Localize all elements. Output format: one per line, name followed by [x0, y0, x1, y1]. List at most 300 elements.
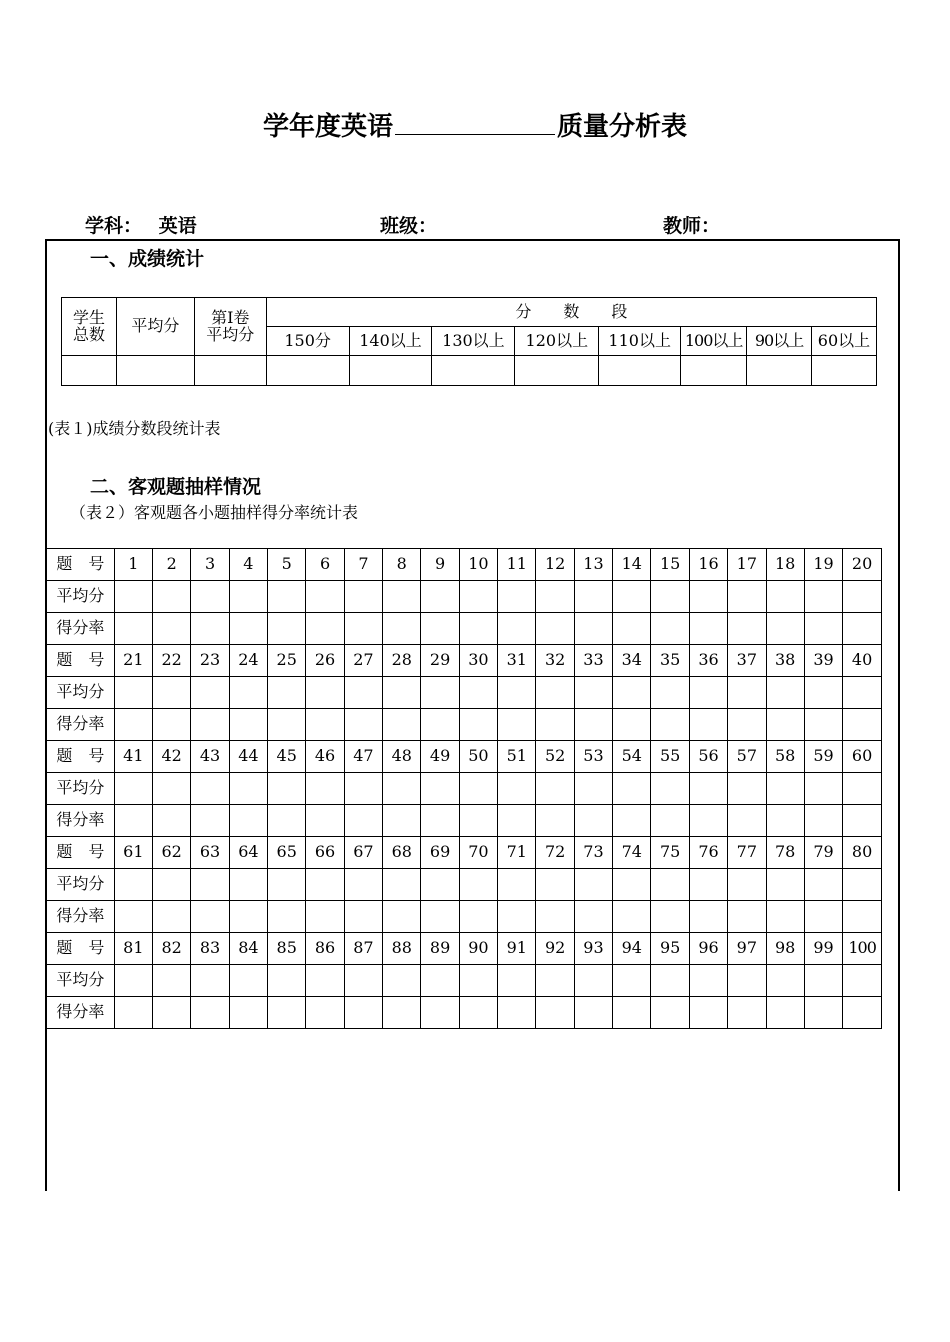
question-number-cell: 27 — [344, 645, 382, 677]
rate-input-cell[interactable] — [421, 613, 459, 645]
students-header: 学生 总数 — [62, 298, 117, 356]
band-header: 130以上 — [432, 327, 515, 356]
avg-input-cell[interactable] — [804, 581, 842, 613]
avg-input-cell[interactable] — [536, 773, 574, 805]
rate-input-cell[interactable] — [651, 613, 689, 645]
rate-input-cell[interactable] — [804, 613, 842, 645]
avg-input-cell[interactable] — [613, 581, 651, 613]
rate-input-cell[interactable] — [843, 613, 882, 645]
rate-input-cell[interactable] — [843, 709, 882, 741]
rate-input-cell[interactable] — [383, 805, 421, 837]
avg-input-cell[interactable] — [344, 965, 382, 997]
rate-input-cell[interactable] — [191, 997, 229, 1029]
question-number-cell: 16 — [689, 549, 727, 581]
avg-input-cell[interactable] — [191, 869, 229, 901]
avg-input-cell[interactable] — [268, 581, 306, 613]
question-number-cell: 61 — [114, 837, 152, 869]
question-number-cell: 80 — [843, 837, 882, 869]
class-label: 班级： — [380, 215, 438, 237]
avg-input-cell[interactable] — [613, 677, 651, 709]
rate-input-cell[interactable] — [574, 997, 612, 1029]
avg-input-cell[interactable] — [574, 965, 612, 997]
rate-input-cell[interactable] — [421, 709, 459, 741]
avg-input-cell[interactable] — [229, 965, 267, 997]
input-cell[interactable] — [515, 356, 599, 386]
question-number-cell: 67 — [344, 837, 382, 869]
avg-input-cell[interactable] — [804, 773, 842, 805]
input-cell[interactable] — [747, 356, 812, 386]
question-number-cell: 28 — [383, 645, 421, 677]
input-cell[interactable] — [681, 356, 747, 386]
rate-input-cell[interactable] — [191, 901, 229, 933]
rate-input-cell[interactable] — [536, 901, 574, 933]
band-header: 100以上 — [681, 327, 747, 356]
avg-input-cell[interactable] — [766, 677, 804, 709]
question-number-cell: 70 — [459, 837, 497, 869]
avg-input-cell[interactable] — [843, 581, 882, 613]
question-number-cell: 74 — [613, 837, 651, 869]
avg-input-cell[interactable] — [306, 677, 344, 709]
avg-input-cell[interactable] — [498, 677, 536, 709]
avg-input-cell[interactable] — [651, 965, 689, 997]
avg-input-cell[interactable] — [843, 773, 882, 805]
avg-input-cell[interactable] — [268, 869, 306, 901]
rate-row — [47, 805, 882, 837]
input-cell[interactable] — [811, 356, 876, 386]
avg-input-cell[interactable] — [114, 773, 152, 805]
question-number-cell: 12 — [536, 549, 574, 581]
number-label: 题 号 — [47, 933, 115, 965]
avg-input-cell[interactable] — [383, 773, 421, 805]
avg-input-cell[interactable] — [843, 965, 882, 997]
rate-input-cell[interactable] — [344, 901, 382, 933]
question-number-cell: 76 — [689, 837, 727, 869]
rate-input-cell[interactable] — [153, 709, 191, 741]
question-number-cell: 20 — [843, 549, 882, 581]
rate-input-cell[interactable] — [344, 709, 382, 741]
band-header: 90以上 — [747, 327, 812, 356]
section1-heading: 一、成绩统计 — [90, 248, 205, 270]
avg-input-cell[interactable] — [498, 581, 536, 613]
avg-input-cell[interactable] — [766, 581, 804, 613]
rate-input-cell[interactable] — [689, 901, 727, 933]
question-number-cell: 14 — [613, 549, 651, 581]
rate-input-cell[interactable] — [459, 901, 497, 933]
rate-input-cell[interactable] — [498, 709, 536, 741]
avg-input-cell[interactable] — [421, 869, 459, 901]
avg-input-cell[interactable] — [421, 773, 459, 805]
rate-input-cell[interactable] — [804, 805, 842, 837]
question-number-cell: 34 — [613, 645, 651, 677]
rate-input-cell[interactable] — [766, 709, 804, 741]
avg-input-cell[interactable] — [153, 581, 191, 613]
page-title — [0, 106, 950, 143]
rate-input-cell[interactable] — [689, 709, 727, 741]
avg-input-cell[interactable] — [268, 677, 306, 709]
avg-input-cell[interactable] — [191, 773, 229, 805]
avg-input-cell[interactable] — [459, 965, 497, 997]
avg-input-cell[interactable] — [191, 965, 229, 997]
avg-input-cell[interactable] — [229, 869, 267, 901]
avg-input-cell[interactable] — [498, 965, 536, 997]
rate-input-cell[interactable] — [268, 613, 306, 645]
question-number-cell: 100 — [843, 933, 882, 965]
avg-input-cell[interactable] — [344, 581, 382, 613]
avg-input-cell[interactable] — [114, 677, 152, 709]
question-number-cell: 72 — [536, 837, 574, 869]
rate-input-cell[interactable] — [728, 997, 766, 1029]
avg-input-cell[interactable] — [651, 581, 689, 613]
rate-input-cell[interactable] — [498, 997, 536, 1029]
rate-input-cell[interactable] — [728, 901, 766, 933]
rate-input-cell[interactable] — [843, 997, 882, 1029]
question-number-cell: 45 — [268, 741, 306, 773]
rate-input-cell[interactable] — [153, 613, 191, 645]
avg-input-cell[interactable] — [613, 869, 651, 901]
input-cell[interactable] — [62, 356, 117, 386]
rate-input-cell[interactable] — [536, 805, 574, 837]
question-number-cell: 8 — [383, 549, 421, 581]
rate-input-cell[interactable] — [613, 709, 651, 741]
rate-input-cell[interactable] — [536, 709, 574, 741]
avg-input-cell[interactable] — [689, 581, 727, 613]
avg-input-cell[interactable] — [268, 773, 306, 805]
avg-input-cell[interactable] — [459, 677, 497, 709]
input-cell[interactable] — [266, 356, 349, 386]
avg-input-cell[interactable] — [421, 581, 459, 613]
question-number-cell: 1 — [114, 549, 152, 581]
question-number-cell: 84 — [229, 933, 267, 965]
rate-input-cell[interactable] — [114, 997, 152, 1029]
rate-input-cell[interactable] — [153, 997, 191, 1029]
rate-input-cell[interactable] — [613, 901, 651, 933]
avg-input-cell[interactable] — [191, 677, 229, 709]
input-cell[interactable] — [599, 356, 681, 386]
question-number-cell: 53 — [574, 741, 612, 773]
avg-input-cell[interactable] — [843, 869, 882, 901]
avg-input-cell[interactable] — [536, 581, 574, 613]
question-number-cell: 91 — [498, 933, 536, 965]
question-number-cell: 85 — [268, 933, 306, 965]
rate-input-cell[interactable] — [728, 613, 766, 645]
rate-input-cell[interactable] — [651, 997, 689, 1029]
avg-input-cell[interactable] — [843, 677, 882, 709]
avg-input-cell[interactable] — [306, 581, 344, 613]
question-number-cell: 55 — [651, 741, 689, 773]
question-number-cell: 26 — [306, 645, 344, 677]
avg-input-cell[interactable] — [689, 677, 727, 709]
input-cell[interactable] — [349, 356, 432, 386]
rate-input-cell[interactable] — [268, 709, 306, 741]
rate-input-cell[interactable] — [574, 709, 612, 741]
avg-input-cell[interactable] — [689, 773, 727, 805]
rate-input-cell[interactable] — [498, 613, 536, 645]
avg-input-cell[interactable] — [383, 965, 421, 997]
avg-input-cell[interactable] — [651, 677, 689, 709]
rate-input-cell[interactable] — [383, 997, 421, 1029]
table1-caption: (表１)成绩分数段统计表 — [48, 419, 221, 438]
avg-input-cell[interactable] — [536, 869, 574, 901]
rate-input-cell[interactable] — [344, 997, 382, 1029]
question-number-cell: 10 — [459, 549, 497, 581]
question-number-cell: 44 — [229, 741, 267, 773]
rate-input-cell[interactable] — [766, 901, 804, 933]
rate-input-cell[interactable] — [843, 901, 882, 933]
avg-input-cell[interactable] — [651, 773, 689, 805]
question-number-cell: 63 — [191, 837, 229, 869]
avg-input-cell[interactable] — [766, 869, 804, 901]
rate-input-cell[interactable] — [306, 997, 344, 1029]
input-cell[interactable] — [194, 356, 266, 386]
question-number-cell: 11 — [498, 549, 536, 581]
section2-heading: 二、客观题抽样情况 — [90, 476, 262, 498]
avg-input-cell[interactable] — [383, 581, 421, 613]
avg-input-cell[interactable] — [536, 677, 574, 709]
avg-input-cell[interactable] — [574, 773, 612, 805]
rate-input-cell[interactable] — [229, 901, 267, 933]
rate-input-cell[interactable] — [459, 805, 497, 837]
avg-input-cell[interactable] — [153, 869, 191, 901]
avg-input-cell[interactable] — [689, 965, 727, 997]
rate-input-cell[interactable] — [306, 805, 344, 837]
rate-input-cell[interactable] — [689, 805, 727, 837]
avg-input-cell[interactable] — [804, 869, 842, 901]
rate-input-cell[interactable] — [651, 709, 689, 741]
average-row — [47, 965, 882, 997]
rate-input-cell[interactable] — [191, 613, 229, 645]
avg-input-cell[interactable] — [766, 965, 804, 997]
avg-input-cell[interactable] — [114, 869, 152, 901]
rate-input-cell[interactable] — [536, 997, 574, 1029]
avg-input-cell[interactable] — [574, 677, 612, 709]
avg-input-cell[interactable] — [728, 869, 766, 901]
question-number-cell: 22 — [153, 645, 191, 677]
rate-input-cell[interactable] — [766, 805, 804, 837]
avg-input-cell[interactable] — [344, 773, 382, 805]
avg-input-cell[interactable] — [459, 581, 497, 613]
rate-input-cell[interactable] — [306, 901, 344, 933]
input-cell[interactable] — [116, 356, 194, 386]
avg-input-cell[interactable] — [114, 581, 152, 613]
rate-input-cell[interactable] — [766, 613, 804, 645]
question-number-cell: 66 — [306, 837, 344, 869]
question-number-cell: 71 — [498, 837, 536, 869]
question-number-cell: 19 — [804, 549, 842, 581]
question-number-cell: 50 — [459, 741, 497, 773]
avg-input-cell[interactable] — [804, 677, 842, 709]
rate-input-cell[interactable] — [651, 901, 689, 933]
rate-input-cell[interactable] — [843, 805, 882, 837]
question-number-cell: 96 — [689, 933, 727, 965]
question-number-cell: 3 — [191, 549, 229, 581]
rate-label: 得分率 — [47, 901, 115, 933]
avg-input-cell[interactable] — [728, 965, 766, 997]
question-number-cell: 46 — [306, 741, 344, 773]
rate-input-cell[interactable] — [613, 805, 651, 837]
avg-input-cell[interactable] — [459, 773, 497, 805]
avg-label: 平均分 — [47, 869, 115, 901]
rate-input-cell[interactable] — [114, 613, 152, 645]
avg-input-cell[interactable] — [268, 965, 306, 997]
question-number-cell: 57 — [728, 741, 766, 773]
rate-input-cell[interactable] — [383, 613, 421, 645]
rate-input-cell[interactable] — [804, 997, 842, 1029]
rate-input-cell[interactable] — [421, 901, 459, 933]
avg-input-cell[interactable] — [383, 869, 421, 901]
rate-input-cell[interactable] — [114, 805, 152, 837]
question-number-cell: 36 — [689, 645, 727, 677]
number-label: 题 号 — [47, 549, 115, 581]
rate-input-cell[interactable] — [689, 613, 727, 645]
rate-input-cell[interactable] — [613, 997, 651, 1029]
rate-input-cell[interactable] — [268, 997, 306, 1029]
rate-input-cell[interactable] — [191, 805, 229, 837]
avg-input-cell[interactable] — [229, 677, 267, 709]
score-band-table — [61, 297, 877, 386]
avg-input-cell[interactable] — [689, 869, 727, 901]
rate-input-cell[interactable] — [344, 613, 382, 645]
rate-input-cell[interactable] — [268, 901, 306, 933]
question-number-cell: 58 — [766, 741, 804, 773]
question-number-cell: 41 — [114, 741, 152, 773]
rate-input-cell[interactable] — [306, 709, 344, 741]
question-number-cell: 35 — [651, 645, 689, 677]
avg-input-cell[interactable] — [306, 869, 344, 901]
question-number-cell: 25 — [268, 645, 306, 677]
rate-input-cell[interactable] — [344, 805, 382, 837]
avg-input-cell[interactable] — [344, 869, 382, 901]
rate-label: 得分率 — [47, 997, 115, 1029]
avg-input-cell[interactable] — [153, 965, 191, 997]
avg-input-cell[interactable] — [421, 965, 459, 997]
rate-input-cell[interactable] — [804, 709, 842, 741]
average-row — [47, 869, 882, 901]
question-number-cell: 43 — [191, 741, 229, 773]
avg-input-cell[interactable] — [651, 869, 689, 901]
avg-input-cell[interactable] — [421, 677, 459, 709]
rate-row — [47, 613, 882, 645]
avg-input-cell[interactable] — [306, 965, 344, 997]
avg-input-cell[interactable] — [613, 965, 651, 997]
question-number-cell: 99 — [804, 933, 842, 965]
question-number-cell: 83 — [191, 933, 229, 965]
rate-input-cell[interactable] — [229, 709, 267, 741]
avg-input-cell[interactable] — [114, 965, 152, 997]
avg-input-cell[interactable] — [498, 869, 536, 901]
rate-input-cell[interactable] — [421, 997, 459, 1029]
question-number-cell: 17 — [728, 549, 766, 581]
avg-input-cell[interactable] — [153, 677, 191, 709]
rate-input-cell[interactable] — [766, 997, 804, 1029]
avg-input-cell[interactable] — [728, 677, 766, 709]
avg-input-cell[interactable] — [229, 581, 267, 613]
paper1-avg-header: 第Ⅰ卷 平均分 — [194, 298, 266, 356]
question-number-cell: 2 — [153, 549, 191, 581]
avg-label: 平均分 — [47, 677, 115, 709]
rate-input-cell[interactable] — [536, 613, 574, 645]
avg-input-cell[interactable] — [383, 677, 421, 709]
question-number-cell: 29 — [421, 645, 459, 677]
avg-input-cell[interactable] — [344, 677, 382, 709]
question-number-cell: 42 — [153, 741, 191, 773]
rate-input-cell[interactable] — [728, 805, 766, 837]
question-number-cell: 5 — [268, 549, 306, 581]
avg-input-cell[interactable] — [728, 581, 766, 613]
rate-input-cell[interactable] — [459, 709, 497, 741]
avg-input-cell[interactable] — [536, 965, 574, 997]
rate-row — [47, 901, 882, 933]
question-number-row — [47, 933, 882, 965]
rate-input-cell[interactable] — [574, 901, 612, 933]
rate-input-cell[interactable] — [229, 997, 267, 1029]
title-blank-line[interactable] — [395, 108, 555, 135]
rate-input-cell[interactable] — [383, 901, 421, 933]
question-number-cell: 13 — [574, 549, 612, 581]
avg-input-cell[interactable] — [574, 581, 612, 613]
avg-input-cell[interactable] — [191, 581, 229, 613]
rate-input-cell[interactable] — [421, 805, 459, 837]
rate-input-cell[interactable] — [651, 805, 689, 837]
rate-input-cell[interactable] — [459, 997, 497, 1029]
rate-input-cell[interactable] — [229, 613, 267, 645]
avg-input-cell[interactable] — [229, 773, 267, 805]
avg-input-cell[interactable] — [498, 773, 536, 805]
rate-input-cell[interactable] — [574, 805, 612, 837]
rate-input-cell[interactable] — [613, 613, 651, 645]
avg-input-cell[interactable] — [728, 773, 766, 805]
question-number-cell: 62 — [153, 837, 191, 869]
average-header: 平均分 — [116, 298, 194, 356]
question-number-cell: 38 — [766, 645, 804, 677]
question-number-cell: 98 — [766, 933, 804, 965]
score-band-header: 分 数 段 — [266, 298, 876, 327]
avg-input-cell[interactable] — [613, 773, 651, 805]
rate-input-cell[interactable] — [574, 613, 612, 645]
question-number-cell: 52 — [536, 741, 574, 773]
avg-input-cell[interactable] — [153, 773, 191, 805]
rate-input-cell[interactable] — [306, 613, 344, 645]
rate-input-cell[interactable] — [229, 805, 267, 837]
question-number-cell: 59 — [804, 741, 842, 773]
rate-input-cell[interactable] — [383, 709, 421, 741]
avg-input-cell[interactable] — [574, 869, 612, 901]
question-number-cell: 7 — [344, 549, 382, 581]
rate-input-cell[interactable] — [153, 901, 191, 933]
subject-label: 学科： — [85, 215, 143, 237]
avg-input-cell[interactable] — [306, 773, 344, 805]
rate-input-cell[interactable] — [498, 901, 536, 933]
rate-input-cell[interactable] — [459, 613, 497, 645]
rate-input-cell[interactable] — [689, 997, 727, 1029]
rate-input-cell[interactable] — [728, 709, 766, 741]
rate-input-cell[interactable] — [153, 805, 191, 837]
rate-label: 得分率 — [47, 613, 115, 645]
rate-input-cell[interactable] — [191, 709, 229, 741]
input-cell[interactable] — [432, 356, 515, 386]
rate-input-cell[interactable] — [804, 901, 842, 933]
rate-input-cell[interactable] — [114, 901, 152, 933]
avg-input-cell[interactable] — [766, 773, 804, 805]
band-header: 110以上 — [599, 327, 681, 356]
table2-caption: （表２）客观题各小题抽样得分率统计表 — [70, 503, 359, 522]
rate-input-cell[interactable] — [114, 709, 152, 741]
question-number-cell: 18 — [766, 549, 804, 581]
rate-input-cell[interactable] — [268, 805, 306, 837]
rate-input-cell[interactable] — [498, 805, 536, 837]
avg-input-cell[interactable] — [804, 965, 842, 997]
avg-input-cell[interactable] — [459, 869, 497, 901]
teacher-label: 教师： — [663, 215, 721, 237]
